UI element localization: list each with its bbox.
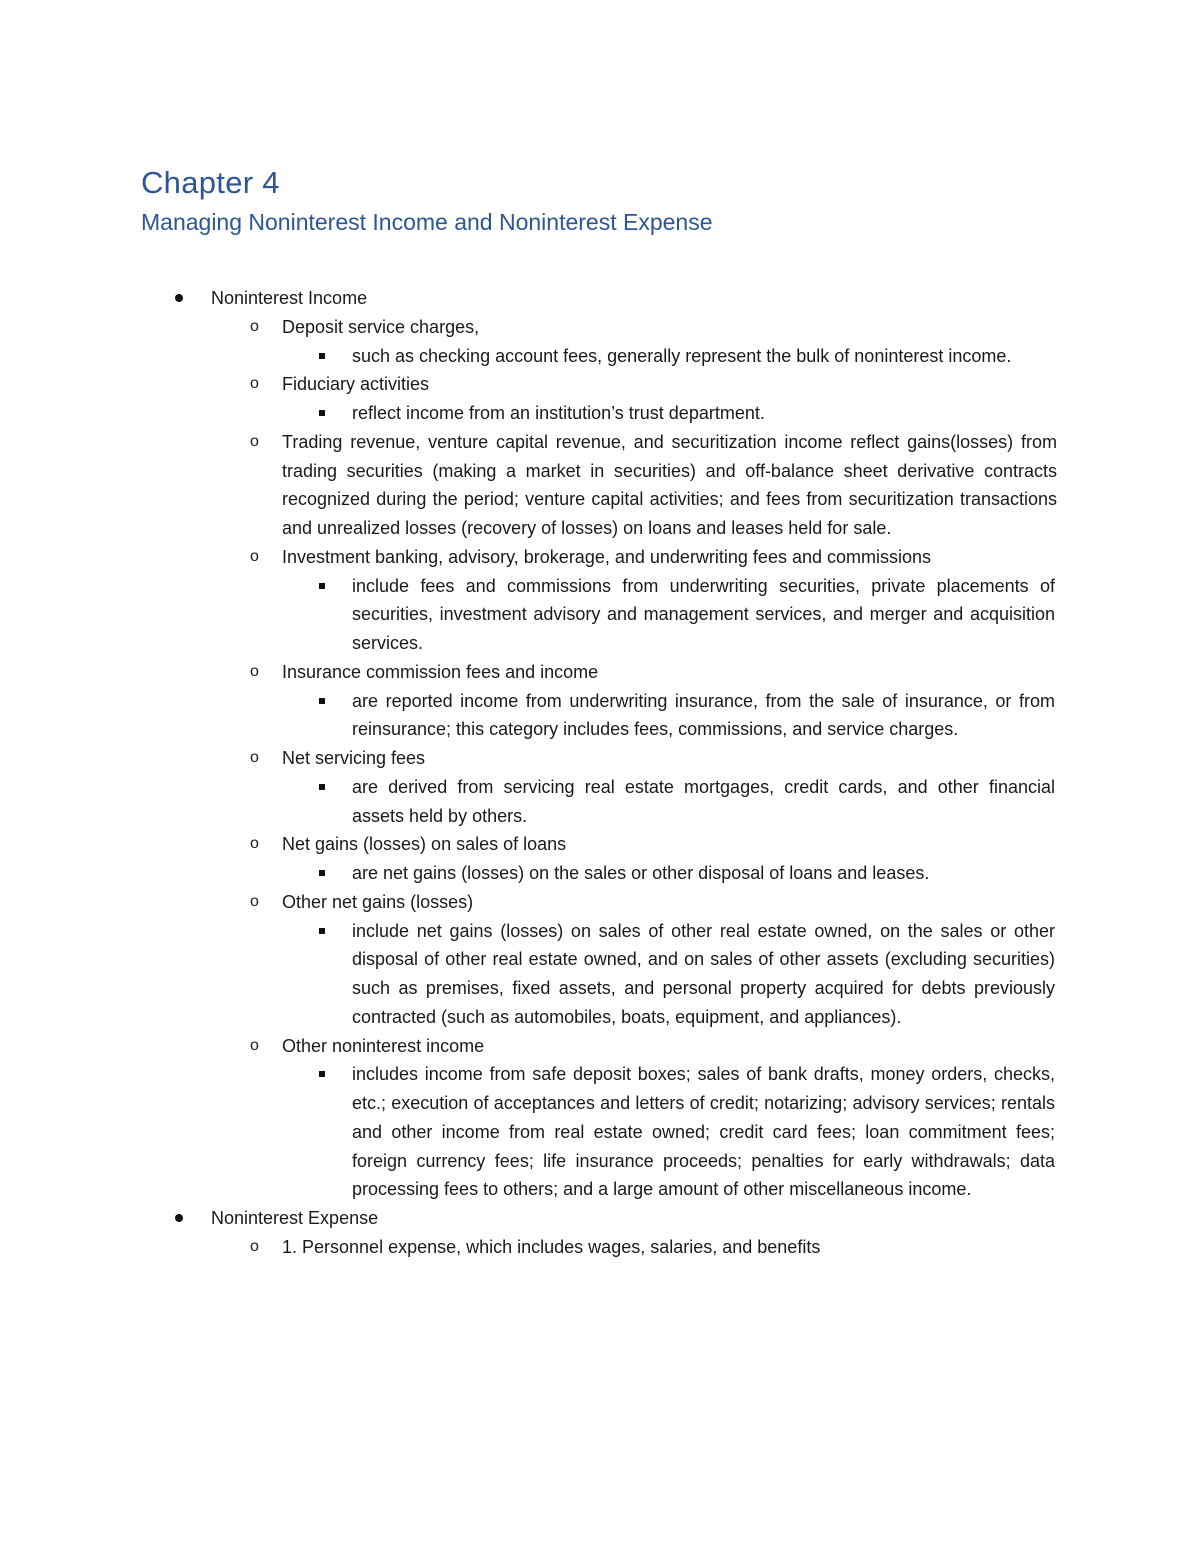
square-bullet-icon (319, 784, 325, 790)
square-bullet-icon (319, 583, 325, 589)
outline-item-level2 (0, 744, 1200, 773)
square-bullet-icon (319, 870, 325, 876)
outline-item-text: are reported income from underwriting insurance, from the sale of insurance, or from reinsurance; this category includes fees, commissions, and service charges. (352, 690, 1055, 740)
square-bullet-icon (319, 1071, 325, 1077)
outline-item-level1 (0, 1204, 1200, 1233)
outline-item-level3 (0, 399, 1055, 428)
outline-item-text: are net gains (losses) on the sales or other disposal of loans and leases. (352, 863, 930, 883)
circle-bullet-icon: o (250, 432, 259, 450)
circle-bullet-icon: o (250, 662, 259, 680)
outline-item-text: Noninterest Income (211, 288, 368, 308)
circle-bullet-icon: o (250, 1036, 259, 1054)
outline-item-level3 (0, 687, 1055, 745)
square-bullet-icon (319, 698, 325, 704)
outline-item-level2 (0, 658, 1200, 687)
outline-item-level3 (0, 572, 1055, 658)
outline-item-text: Trading revenue, venture capital revenue, and securitization income reflect gains(losses) from trading securities (making a market in securities) and off-balance sheet derivative contracts recognized during the period; venture capital activities; and fees from securitization transactions and unrealized losses (recovery of losses) on loans and leases held for sale. (282, 431, 1057, 538)
outline-item-level2 (0, 543, 1200, 572)
outline-item-level3 (0, 342, 1055, 371)
outline-item-text: Deposit service charges, (282, 316, 480, 337)
outline-item-level3 (0, 917, 1055, 1032)
outline-item-text: Investment banking, advisory, brokerage, and underwriting fees and commissions (282, 546, 932, 567)
outline-item-level3 (0, 773, 1055, 831)
outline-item-text: such as checking account fees, generally represent the bulk of noninterest income. (352, 345, 1012, 366)
outline-item-level3 (0, 1060, 1055, 1204)
square-bullet-icon (319, 353, 325, 359)
outline-item-level2 (0, 830, 1200, 859)
square-bullet-icon (319, 928, 325, 934)
outline-list (0, 284, 1200, 1262)
chapter-title: Chapter 4 (141, 165, 280, 200)
chapter-subtitle: Managing Noninterest Income and Noninterest Expense (141, 209, 713, 235)
outline-item-level2 (0, 888, 1200, 917)
outline-item-text: are derived from servicing real estate mortgages, credit cards, and other financial assets held by others. (352, 776, 1055, 826)
bullet-icon (175, 294, 183, 302)
outline-item-text: includes income from safe deposit boxes; sales of bank drafts, money orders, checks, etc.; execution of acceptances and letters of credit; notarizing; advisory services; rentals and other income from real estate owned; credit card fees; loan commitment fees; foreign currency fees; life insurance proceeds; penalties for early withdrawals; data processing fees to others; and a large amount of other miscellaneous income. (352, 1064, 1055, 1200)
outline-item-level2 (0, 313, 1200, 342)
outline-item-text: include net gains (losses) on sales of other real estate owned, on the sales or other disposal of other real estate owned, and on sales of other assets (excluding securities) such as premises, fixed assets, and personal property acquired for debts previously contracted (such as automobiles, boats, equipment, and appliances). (352, 920, 1055, 1027)
outline-item-text: Insurance commission fees and income (282, 661, 599, 682)
outline-item-level3 (0, 859, 1055, 888)
circle-bullet-icon: o (250, 835, 259, 853)
outline-item-level1 (0, 284, 1200, 313)
circle-bullet-icon: o (250, 1237, 259, 1255)
circle-bullet-icon: o (250, 547, 259, 565)
outline-item-text: Noninterest Expense (211, 1208, 379, 1228)
outline-item-level2 (0, 1233, 1200, 1262)
outline-item-text: Net servicing fees (282, 748, 426, 768)
circle-bullet-icon: o (250, 892, 259, 910)
outline-item-text: Other net gains (losses) (282, 891, 474, 912)
outline-item-text: Fiduciary activities (282, 374, 430, 395)
bullet-icon (175, 1214, 183, 1222)
outline-item-level2 (0, 370, 1200, 399)
outline-item-level2 (0, 1032, 1200, 1061)
circle-bullet-icon: o (250, 317, 259, 335)
circle-bullet-icon: o (250, 749, 259, 766)
outline-item-text: Other noninterest income (282, 1035, 485, 1056)
square-bullet-icon (319, 410, 325, 416)
outline-item-text: reflect income from an institution’s trust department. (352, 403, 765, 423)
outline-item-text: 1. Personnel expense, which includes wages, salaries, and benefits (282, 1236, 821, 1257)
circle-bullet-icon: o (250, 375, 259, 393)
outline-item-level2 (0, 428, 1057, 543)
outline-item-text: Net gains (losses) on sales of loans (282, 834, 567, 855)
outline-item-text: include fees and commissions from underwriting securities, private placements of securities, investment advisory and management services, and merger and acquisition services. (352, 575, 1055, 653)
